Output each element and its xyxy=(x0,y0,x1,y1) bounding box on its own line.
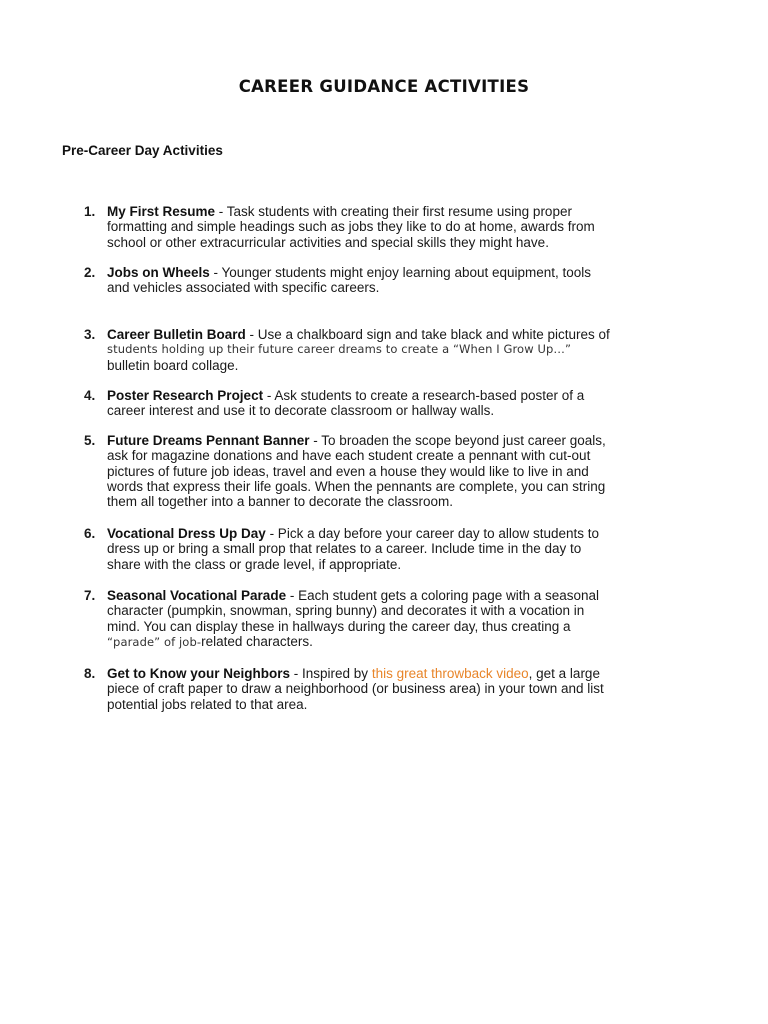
item-text: dress up or bring a small prop that relates to a career. Include time in the day to xyxy=(107,541,582,557)
item-text: career interest and use it to decorate classroom or hallway walls. xyxy=(107,403,495,419)
item-body xyxy=(107,388,677,419)
item-text: pictures of future job ideas, travel and even a house they would like to live in and xyxy=(107,463,589,479)
item-heading: Future Dreams Pennant Banner xyxy=(107,433,310,448)
item-heading: Get to Know your Neighbors xyxy=(107,666,291,681)
item-text: - Pick a day before your career day to allow students to xyxy=(265,526,599,541)
item-text: character (pumpkin, snowman, spring bunny) and decorates it with a vocation in xyxy=(107,603,585,619)
item-text: ask for magazine donations and have each student create a pennant with cut-out xyxy=(107,448,591,464)
item-body xyxy=(107,204,677,250)
item-heading: Career Bulletin Board xyxy=(107,327,246,342)
item-number: 1. xyxy=(84,204,96,219)
item-heading: Jobs on Wheels xyxy=(107,265,210,280)
item-text: mind. You can display these in hallways during the career day, thus creating a xyxy=(107,618,571,634)
item-text: - Inspired by xyxy=(290,666,372,681)
item-heading: Vocational Dress Up Day xyxy=(107,526,266,541)
item-text: them all together into a banner to decorate the classroom. xyxy=(107,494,453,510)
throwback-video-link[interactable]: this great throwback video xyxy=(371,666,529,681)
item-text: - Each student gets a coloring page with a seasonal xyxy=(286,588,600,603)
item-line xyxy=(107,588,677,603)
item-text: and vehicles associated with specific careers. xyxy=(107,280,380,296)
item-number: 6. xyxy=(84,526,96,541)
section-heading: Pre-Career Day Activities xyxy=(62,143,223,158)
page-title: CAREER GUIDANCE ACTIVITIES xyxy=(238,77,530,96)
item-heading: My First Resume xyxy=(107,204,216,219)
item-line xyxy=(107,433,677,448)
item-text: piece of craft paper to draw a neighborhood (or business area) in your town and list xyxy=(107,681,604,697)
item-number: 5. xyxy=(84,433,96,448)
item-number: 3. xyxy=(84,327,96,342)
item-body xyxy=(107,433,677,509)
item-number: 4. xyxy=(84,388,96,403)
item-number: 2. xyxy=(84,265,96,280)
item-heading: Poster Research Project xyxy=(107,388,264,403)
item-body xyxy=(107,666,677,712)
item-body xyxy=(107,588,677,650)
item-line xyxy=(107,204,677,219)
item-text: , get a large xyxy=(528,666,600,681)
item-number: 7. xyxy=(84,588,96,603)
item-line xyxy=(107,388,677,403)
item-body xyxy=(107,265,677,296)
item-line xyxy=(107,265,677,280)
item-text: - Ask students to create a research-based poster of a xyxy=(263,388,585,403)
item-text: school or other extracurricular activities and special skills they might have. xyxy=(107,234,549,250)
item-text: - To broaden the scope beyond just career goals, xyxy=(309,433,606,448)
item-line xyxy=(107,327,677,342)
item-text: - Younger students might enjoy learning about equipment, tools xyxy=(209,265,592,280)
item-number: 8. xyxy=(84,666,96,681)
item-text: share with the class or grade level, if appropriate. xyxy=(107,556,402,572)
item-text: students holding up their future career dreams to create a “When I Grow Up…” xyxy=(107,342,572,357)
item-text: - Use a chalkboard sign and take black and white pictures of xyxy=(245,327,610,342)
item-text: bulletin board collage. xyxy=(107,357,239,373)
item-body xyxy=(107,526,677,572)
item-text: formatting and simple headings such as jobs they like to do at home, awards from xyxy=(107,219,595,235)
item-body xyxy=(107,327,677,373)
item-text: potential jobs related to that area. xyxy=(107,696,308,712)
item-line xyxy=(107,666,677,681)
item-heading: Seasonal Vocational Parade xyxy=(107,588,287,603)
item-line xyxy=(107,634,677,650)
item-text: words that express their life goals. When the pennants are complete, you can string xyxy=(107,478,606,494)
item-text: - Task students with creating their first resume using proper xyxy=(215,204,572,219)
item-text: “parade” of job- xyxy=(107,634,202,649)
item-text: related characters. xyxy=(201,633,313,649)
item-line xyxy=(107,526,677,541)
